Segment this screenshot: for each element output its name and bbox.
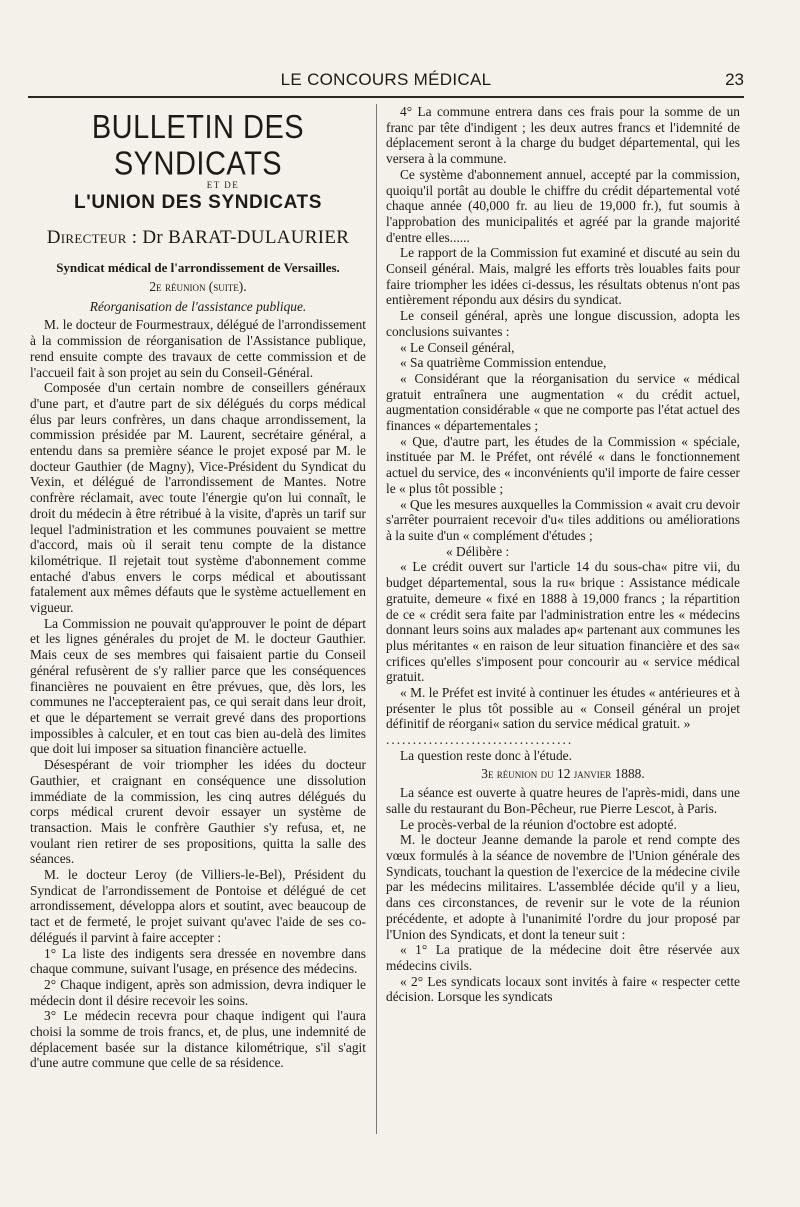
syndicate-title: Syndicat médical de l'arrondissement de Versailles. (56, 260, 340, 275)
column-divider (376, 104, 377, 1134)
quote-paragraph: « Considérant que la réorganisation du service « médical gratuit entraînera une augmentation « du crédit actuel, augmentation considérable « que ne comporte pas l'état actuel des finances « départementales ; (386, 370, 740, 434)
paragraph: M. le docteur Leroy (de Villiers-le-Bel), Président du Syndicat de l'arrondissement de Pontoise et délégué de cet arrondissement, développa alors et soutint, avec beaucoup de tact et de fermeté, le projet suivant qu'avec l'aide de ses co-délégués il parvint à faire accepter : (30, 867, 366, 945)
quote-line: « Le Conseil général, (400, 339, 515, 355)
quote-paragraph: « 1° La pratique de la médecine doit être réservée aux médecins civils. (386, 942, 740, 973)
header-rule (28, 96, 744, 98)
paragraph: 4° La commune entrera dans ces frais pour la somme de un franc par tête d'indigent ; les deux autres francs et l'idemnité de déplacement seront à la charge du budget départemental, qui les versera à la commune. (386, 104, 740, 167)
quote-paragraph: « Que, d'autre part, les études de la Commission « spéciale, instituée par M. le Préfet, ont révélé « dans le fonctionnement actuel du service, des « inconvénients qu'il importe de faire cesser le « plus tôt possible ; (386, 433, 740, 496)
reunion-heading: 2e réunion (suite). (149, 279, 247, 294)
masthead-title: BULLETIN DES SYNDICATS (91, 109, 305, 183)
paragraph: M. le docteur de Fourmestraux, délégué de l'arrondissement à la commission de réorganisation de l'Assistance publique, rend ensuite compte des travaux de cette commission et de l'accueil fait à son projet au sein du Conseil-Général. (30, 317, 366, 380)
dotted-separator: ................................... (386, 732, 574, 748)
paragraph: Ce système d'abonnement annuel, accepté par la commission, quoiqu'il portât au double le chiffre du crédit départemental voté chaque année (40,000 fr. au lieu de 19,000 fr.), fut soumis à l'approbation des municipalités et agréé par la grande majorité d'entre elles...... (386, 166, 740, 245)
section-subheading: Réorganisation de l'assistance publique. (89, 298, 307, 314)
paragraph: Le conseil général, après une longue discussion, adopta les conclusions suivantes : (386, 308, 740, 339)
paragraph: Le rapport de la Commission fut examiné et discuté au sein du Conseil général. Mais, malgré les efforts très louables faits pour faire triompher les idées ci-dessus, les résultats obtenus n'ont pas entièrement répondu aux désirs du syndicat. (386, 245, 740, 308)
quote-paragraph: « Le crédit ouvert sur l'article 14 du sous-cha« pitre vii, du budget départemental, sous la ru« brique : Assistance médicale gratuite, demeure « fixé en 1888 à 19,000 francs ; la répartition de ce « crédit sera faite par l'administration entre les « médecins donnant leurs soins aux malades ap« partenant aux communes les plus méritantes « en raison de leur situation financière et des sa« crifices qu'elles s'imposent pour concourir au « service médical gratuit. (386, 559, 740, 685)
page-number: 23 (725, 70, 744, 89)
quote-paragraph: « M. le Préfet est invité à continuer les études « antérieures et à présenter le plus tôt possible au « Conseil général un projet définitif de réorgani« sation du service médical gratuit. » (386, 685, 740, 732)
quote-line: « Sa quatrième Commission entendue, (400, 355, 607, 371)
director-name: Dr BARAT-DULAURIER (142, 227, 350, 248)
reunion-3-heading: 3e réunion du 12 janvier 1888. (481, 765, 645, 781)
paragraph: La Commission ne pouvait qu'approuver le point de départ et les lignes générales du projet de M. le docteur Gauthier. Mais ceux de ses membres qui faisaient partie du Conseil général refusèrent de s'y rallier parce que les conséquences financières ne pouvaient en être prévues, que, dès lors, les communes ne l'accepteraient pas, ce qui serait dans leur droit, et que le département se verrait grevé dans des proportions impossibles à calculer, et en tout cas bien au-delà des limites que doit lui imposer sa situation financière actuelle. (30, 615, 366, 757)
masthead-director (30, 226, 366, 250)
paragraph: M. le docteur Jeanne demande la parole et rend compte des vœux formulés à la séance de novembre de l'Union générale des Syndicats, touchant la question de l'exercice de la médecine civile par les médecins militaires. L'assemblée décide qu'il y a lieu, dans ces circonstances, de revenir sur le vote de la réunion précédente, et adopte à l'unanimité l'ordre du jour proposé par l'Union des Syndicats, et dont la teneur suit : (386, 832, 740, 942)
left-column (30, 104, 366, 1134)
paragraph: 2° Chaque indigent, après son admission, devra indiquer le médecin dont il désire recevoir les soins. (30, 976, 366, 1008)
quote-paragraph: « 2° Les syndicats locaux sont invités à faire « respecter cette décision. Lorsque les syndicats (386, 973, 740, 1005)
director-label: Directeur : (46, 227, 138, 248)
paragraph: 3° Le médecin recevra pour chaque indigent qui l'aura choisi la somme de trois francs, et, de plus, une indemnité de déplacement basée sur la distance kilométrique, s'il s'agit d'une autre commune que celle de sa résidence. (30, 1008, 366, 1071)
paragraph: Composée d'un certain nombre de conseillers généraux d'une part, et d'autre part de six délégués du corps médical élus par leurs confrères, un dans chaque arrondissement, la commission présidée par M. Laurent, secrétaire général, a entendu dans sa première séance le projet exposé par M. le docteur Gauthier (de Magny), Vice-Président du Syndicat du Vexin, et délégué de l'arrondissement de Mantes. Notre confrère réclamait, avec toute l'énergie qu'on lui connaît, le droit du médecin à être rétribué à la visite, d'après un tarif sur lequel l'administration et les communes pouvaient se mettre d'accord, mais où il serait tenu compte de la distance kilométrique. Il rejetait tout système d'abonnement comme entaché d'abus envers le corps médical et aboutissant fatalement aux mêmes défauts que le système actuellement en vigueur. (30, 380, 366, 616)
masthead-et-de: ET DE (206, 180, 240, 190)
quote-paragraph: « Que les mesures auxquelles la Commission « avait cru devoir s'arrêter pourraient recevoir d'u« tiles additions ou améliorations à la suite d'un « complément d'études ; (386, 496, 740, 543)
paragraph: La séance est ouverte à quatre heures de l'après-midi, dans une salle du restaurant du Bon-Pêcheur, rue Pierre Lescot, à Paris. (386, 785, 740, 816)
running-header (28, 66, 744, 92)
right-column (386, 104, 740, 1134)
paragraph: 1° La liste des indigents sera dressée en novembre dans chaque commune, suivant l'usage, en présence des médecins. (30, 945, 366, 977)
quote-line: « Délibère : (446, 543, 510, 559)
masthead-union: L'UNION DES SYNDICATS (74, 192, 322, 213)
paragraph: La question reste donc à l'étude. (400, 747, 572, 763)
paragraph: Désespérant de voir triompher les idées du docteur Gauthier, et craignant en conséquence une dissolution immédiate de la commission, les cinq autres délégués du corps médical crurent devoir essayer un système de transaction. Mais le confrère Gauthier s'y refusa, et, ne voulant rien retirer de ses propositions, quitta la salle des séances. (30, 757, 366, 867)
running-title: LE CONCOURS MÉDICAL (280, 70, 492, 89)
masthead (30, 109, 366, 250)
paragraph: Le procès-verbal de la réunion d'octobre est adopté. (400, 816, 677, 832)
